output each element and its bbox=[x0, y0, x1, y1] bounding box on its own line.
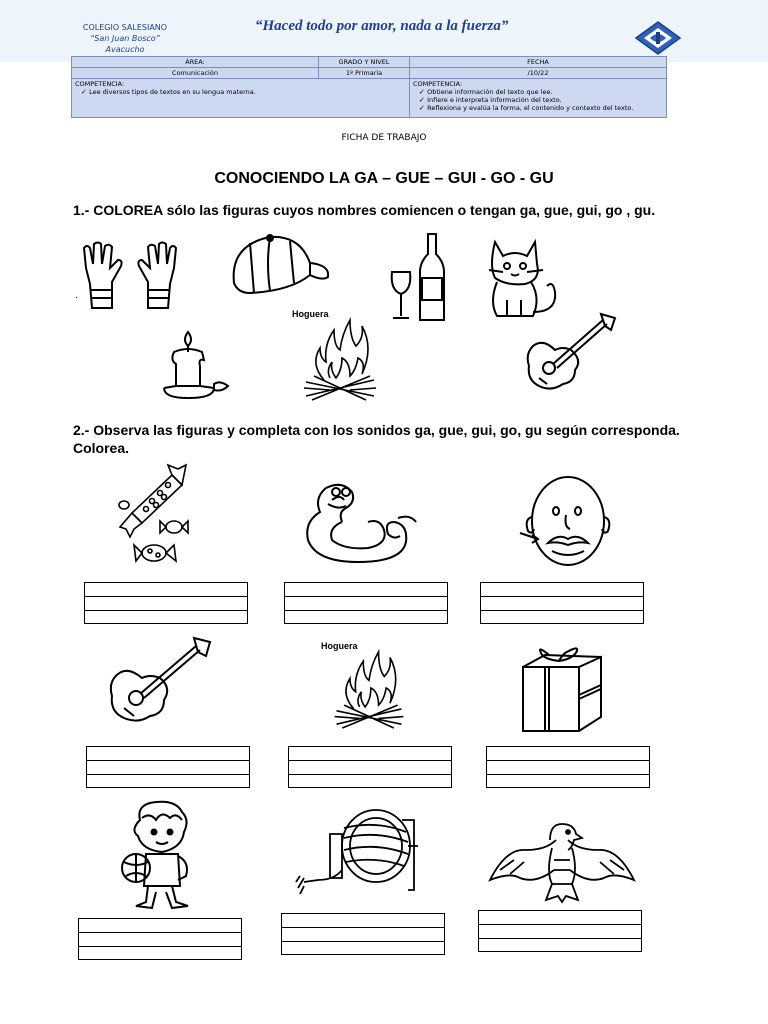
worksheet-title: CONOCIENDO LA GA – GUE – GUI - GO - GU bbox=[214, 170, 554, 187]
fecha-value: /10/22 bbox=[410, 68, 667, 79]
fecha-label: FECHA bbox=[410, 57, 667, 68]
bald-face-icon bbox=[518, 467, 608, 571]
gift-icon bbox=[519, 645, 605, 735]
ficha-label: FICHA DE TRABAJO bbox=[341, 133, 427, 143]
eagle-icon bbox=[486, 820, 638, 904]
answer-box[interactable] bbox=[78, 918, 242, 960]
answer-box[interactable] bbox=[486, 746, 650, 788]
motto: “Haced todo por amor, nada a la fuerza” bbox=[255, 18, 509, 34]
competencia-right bbox=[410, 79, 667, 118]
hose-reel-icon bbox=[296, 806, 420, 900]
grado-value: 1º Primaria bbox=[319, 68, 410, 79]
school-name bbox=[70, 22, 180, 55]
school-line-1: COLEGIO SALESIANO bbox=[82, 23, 168, 32]
hoguera-label: Hoguera bbox=[292, 309, 329, 319]
answer-box[interactable] bbox=[86, 746, 250, 788]
guitar-icon bbox=[525, 310, 617, 392]
info-table bbox=[71, 56, 667, 118]
answer-box[interactable] bbox=[281, 913, 445, 955]
instruction-1: 1.- COLOREA sólo las figuras cuyos nombres comiencen o tengan ga, gue, gui, go , gu. bbox=[73, 202, 656, 218]
candle-icon bbox=[160, 330, 236, 400]
bonfire-icon bbox=[300, 314, 380, 400]
wine-icon bbox=[388, 232, 450, 324]
competencia-right-item: ✓ Reflexiona y evalúa la forma, el contenido y contexto del texto. bbox=[419, 104, 663, 112]
answer-box[interactable] bbox=[480, 582, 644, 624]
cap-icon bbox=[230, 233, 332, 297]
school-logo-icon bbox=[634, 20, 682, 56]
competencia-right-item: ✓ Infiere e interpreta información del texto. bbox=[419, 96, 663, 104]
area-label: ÁREA: bbox=[72, 57, 319, 68]
competencia-left-label: COMPETENCIA: bbox=[75, 80, 125, 88]
boy-ball-icon bbox=[116, 798, 208, 914]
answer-box[interactable] bbox=[84, 582, 248, 624]
answer-box[interactable] bbox=[288, 746, 452, 788]
area-value: Comunicación bbox=[72, 68, 319, 79]
stray-mark: . bbox=[75, 290, 78, 301]
candies-icon bbox=[112, 461, 202, 573]
hoguera-label: Hoguera bbox=[321, 641, 358, 651]
school-line-3: Avacucho bbox=[105, 45, 145, 54]
bonfire-icon bbox=[330, 646, 408, 728]
guitar-icon bbox=[108, 634, 212, 726]
competencia-right-item: ✓ Obtiene información del texto que lee. bbox=[419, 88, 663, 96]
competencia-left-item: ✓ Lee diversos tipos de textos en su lengua materna. bbox=[81, 88, 406, 96]
gloves-icon bbox=[78, 238, 182, 314]
answer-box[interactable] bbox=[478, 910, 642, 952]
answer-box[interactable] bbox=[284, 582, 448, 624]
competencia-left bbox=[72, 79, 410, 118]
competencia-right-label: COMPETENCIA: bbox=[413, 80, 463, 88]
instruction-2: 2.- Observa las figuras y completa con los sonidos ga, gue, gui, go, gu según corresponda. Colorea. bbox=[73, 422, 680, 456]
grado-label: GRADO Y NIVEL bbox=[319, 57, 410, 68]
worm-icon bbox=[298, 478, 420, 570]
school-line-2: “San Juan Bosco” bbox=[90, 34, 160, 43]
cat-icon bbox=[485, 236, 565, 320]
